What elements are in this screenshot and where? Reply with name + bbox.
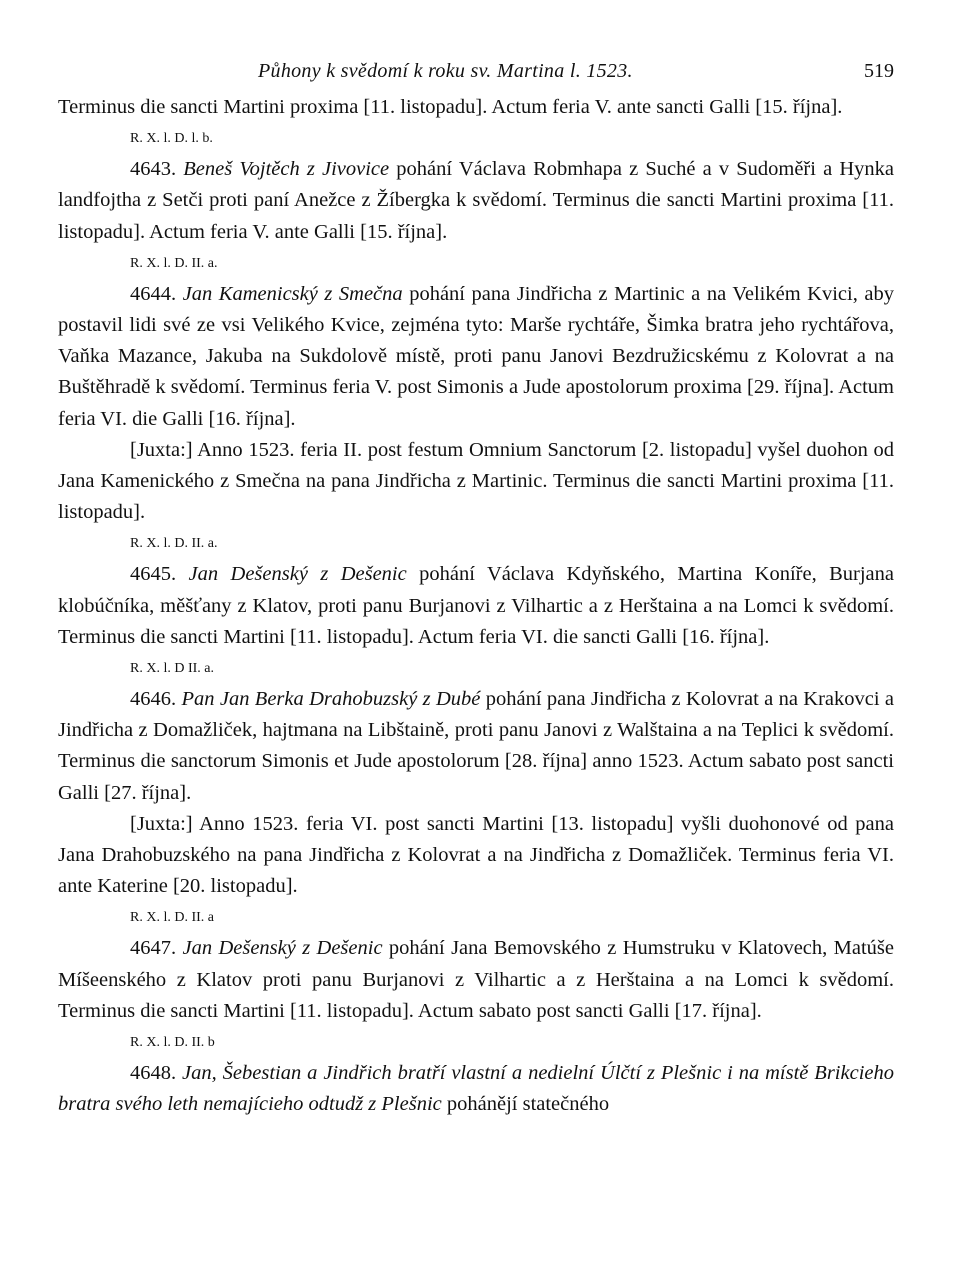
entry-text: pohání Jana Bemovského z Humstruku v Klatovech, Matúše Míšeenského z Klatov proti panu Burjanovi z Vilhartic a z Herštaina a na Lomci k svědomí. Terminus die sancti Martini [11. listopadu]. Actum sabato post sancti Galli [17. října]. [58, 937, 894, 1022]
entry-text: pohánějí statečného [441, 1093, 610, 1116]
entry-number: 4645. [130, 563, 177, 586]
entry-number: 4648. [130, 1062, 177, 1085]
entry-4647 [58, 933, 894, 1027]
entry-continuation: [Juxta:] Anno 1523. feria VI. post sancti Martini [13. listopadu] vyšli duohonové od pana Jana Drahobuzského na pana Jindřicha z Kolovrat a na Jindřicha z Domažliček. Terminus feria VI. ante Katerine [20. listopadu]. [58, 812, 894, 898]
entry-4643 [58, 154, 894, 248]
entry-number: 4646. [130, 688, 177, 711]
entry-number: 4643. [130, 158, 177, 181]
page-number: 519 [864, 60, 894, 82]
archive-signature: R. X. l. D. II. b [130, 1035, 215, 1051]
entry-4648 [58, 1058, 894, 1120]
plaintiff-name: Beneš Vojtěch z Jivovice [183, 158, 390, 181]
archive-signature: R. X. l. D. II. a [130, 910, 214, 926]
entry-continuation: [Juxta:] Anno 1523. feria II. post festum Omnium Sanctorum [2. listopadu] vyšel duohon od Jana Kamenického z Smečna na pana Jindřicha z Martinic. Terminus die sancti Martini proxima [11. listopadu]. [58, 438, 894, 524]
archive-signature: R. X. l. D II. a. [130, 661, 214, 677]
entry-4646 [58, 684, 894, 809]
archive-signature: R. X. l. D. II. a. [130, 255, 218, 271]
page-header [58, 52, 894, 92]
entry-text: pohání pana Jindřicha z Martinic a na Velikém Kvici, aby postavil lidi své ze vsi Velikého Kvice, zejména tyto: Marše rychtáře, Šimka bratra jeho rychtářova, Vaňka Mazance, Jakuba na Sukdolově místě, proti panu Janovi Bezdružicskému z Kolovrat a na Buštěhradě k svědomí. Terminus feria V. post Simonis a Jude apostolorum proxima [29. října]. Actum feria VI. die Galli [16. října]. [58, 282, 894, 430]
entry-number: 4644. [130, 282, 177, 305]
body-text [58, 92, 894, 1120]
entry-number: 4647. [130, 937, 177, 960]
document-page [58, 52, 894, 1120]
plaintiff-name: Jan Dešenský z Dešenic [182, 937, 383, 960]
entry-text: pohání pana Jindřicha z Kolovrat a na Krakovci a Jindřicha z Domažliček, hajtmana na Libštaině, proti panu Janovi z Walštaina a na Teplici k svědomí. Terminus die sanctorum Simonis et Jude apostolorum [28. října] anno 1523. Actum sabato post sancti Galli [27. října]. [58, 688, 894, 804]
entry-4645 [58, 559, 894, 653]
archive-signature: R. X. l. D. II. a. [130, 536, 218, 552]
plaintiff-name: Jan, Šebestian a Jindřich bratří vlastní a nedielní Úlčtí z Plešnic i na místě Brikcieho bratra svého leth nemajícieho odtudž z Plešnic [58, 1062, 894, 1116]
entry-text: pohání Václava Robmhapa z Suché a v Sudoměři a Hynka landfojtha z Setči proti paní Anežce z Žíbergka k svědomí. Terminus die sancti Martini proxima [11. listopadu]. Actum feria V. ante Galli [15. října]. [58, 158, 895, 243]
plaintiff-name: Jan Dešenský z Dešenic [188, 563, 407, 586]
entry-text: pohání Václava Kdyňského, Martina Koníře, Burjana klobúčníka, měšťany z Klatov, proti panu Burjanovi z Vilhartic a z Herštaina a na Lomci k svědomí. Terminus die sancti Martini [11. listopadu]. Actum feria VI. die sancti Galli [16. října]. [58, 563, 895, 648]
entry-4644 [58, 279, 894, 435]
opening-paragraph: Terminus die sancti Martini proxima [11. listopadu]. Actum feria V. ante sancti Galli [15. října]. [58, 96, 843, 118]
running-head: Půhony k svědomí k roku sv. Martina l. 1523. [258, 60, 633, 82]
archive-signature: R. X. l. D. l. b. [130, 131, 213, 147]
plaintiff-name: Pan Jan Berka Drahobuzský z Dubé [181, 688, 481, 711]
plaintiff-name: Jan Kamenicský z Smečna [182, 282, 403, 305]
